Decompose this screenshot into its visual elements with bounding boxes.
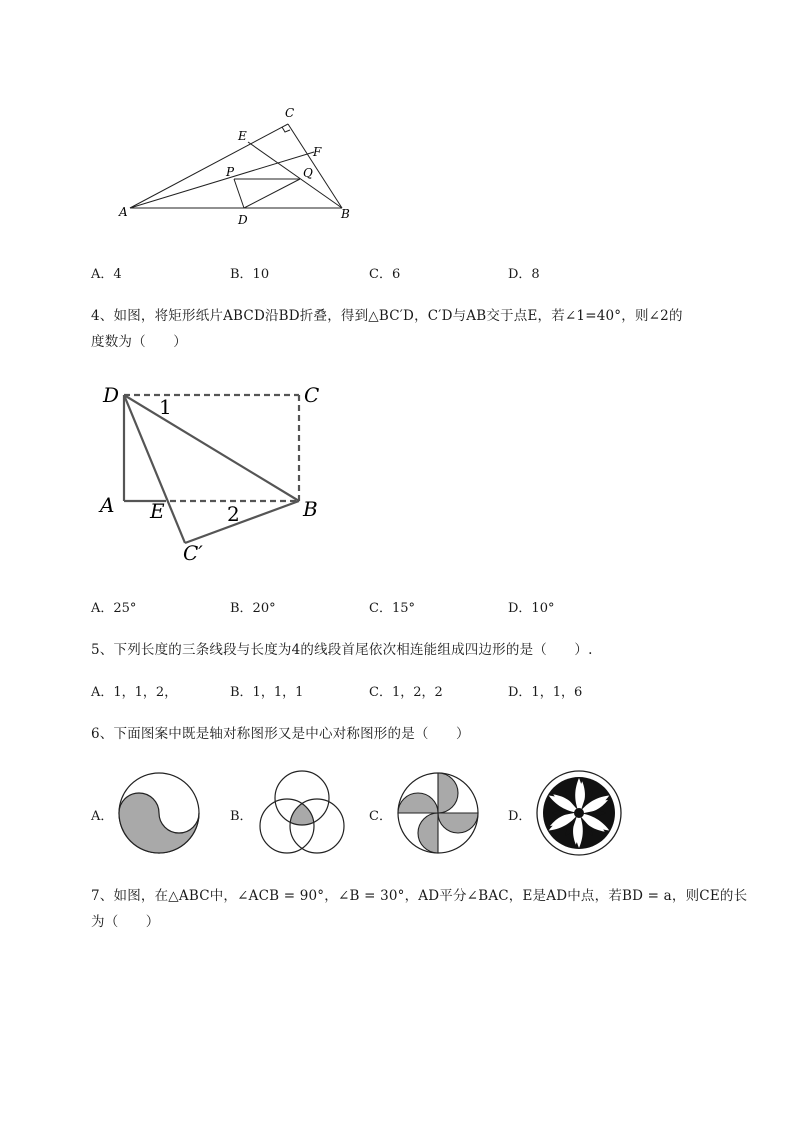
q7-stem-line1: 7、如图，在△ABC中，∠ACB = 90°，∠B = 30°，AD平分∠BAC，E是AD中点，若BD = a，则CE的长 [91, 888, 748, 904]
q4-stem-line1: 4、如图，将矩形纸片ABCD沿BD折叠，得到△BC′D，C′D与AB交于点E，若∠1=40°，则∠2的 [91, 308, 683, 324]
q6-option-d-letter[interactable]: D． [508, 809, 532, 824]
q6-option-b-letter[interactable]: B． [230, 809, 253, 824]
q3-option-b[interactable]: B．10 [230, 267, 270, 282]
q6-option-c-letter[interactable]: C． [369, 809, 392, 824]
q6-option-c-figure[interactable] [395, 770, 481, 856]
q7-stem-line2: 为（ ） [91, 914, 160, 930]
q4-option-c[interactable]: C．15° [369, 601, 415, 616]
q5-option-a[interactable]: A．1，1，2， [91, 685, 178, 700]
q3-label-f: F [313, 145, 322, 159]
q4-label-c: C [304, 383, 320, 407]
q3-option-d[interactable]: D．8 [508, 267, 540, 282]
q6-option-b-figure[interactable] [255, 768, 350, 860]
q5-option-d[interactable]: D．1，1，6 [508, 685, 583, 700]
q3-option-a[interactable]: A．4 [91, 267, 122, 282]
q3-label-q: Q [303, 166, 313, 180]
q4-option-d[interactable]: D．10° [508, 601, 555, 616]
q4-option-b[interactable]: B．20° [230, 601, 276, 616]
q6-stem: 6、下面图案中既是轴对称图形又是中心对称图形的是（ ） [91, 726, 470, 742]
q4-label-b: B [303, 497, 318, 521]
q6-option-d-figure[interactable] [534, 768, 624, 858]
q4-stem-line2: 度数为（ ） [91, 334, 187, 350]
q6-option-a-figure[interactable] [116, 770, 202, 856]
q5-option-b[interactable]: B．1，1，1 [230, 685, 304, 700]
q3-label-b: B [341, 207, 350, 221]
q3-option-c[interactable]: C．6 [369, 267, 401, 282]
q3-label-c: C [285, 106, 295, 120]
q3-label-e: E [238, 129, 247, 143]
q4-label-a: A [100, 493, 115, 517]
q4-label-e: E [150, 499, 165, 523]
q4-figure [95, 378, 335, 568]
q3-figure [110, 100, 370, 230]
q4-label-c-prime: C′ [183, 541, 203, 565]
q6-option-a-letter[interactable]: A． [91, 809, 114, 824]
q4-label-d: D [103, 383, 120, 407]
q3-label-a: A [119, 205, 128, 219]
q3-label-p: P [226, 165, 235, 179]
q4-option-a[interactable]: A．25° [91, 601, 137, 616]
q4-angle-2: 2 [227, 502, 240, 526]
q5-stem: 5、下列长度的三条线段与长度为4的线段首尾依次相连能组成四边形的是（ ）. [91, 642, 593, 658]
q5-option-c[interactable]: C．1，2，2 [369, 685, 443, 700]
q3-label-d: D [238, 213, 248, 227]
q4-angle-1: 1 [159, 395, 172, 419]
